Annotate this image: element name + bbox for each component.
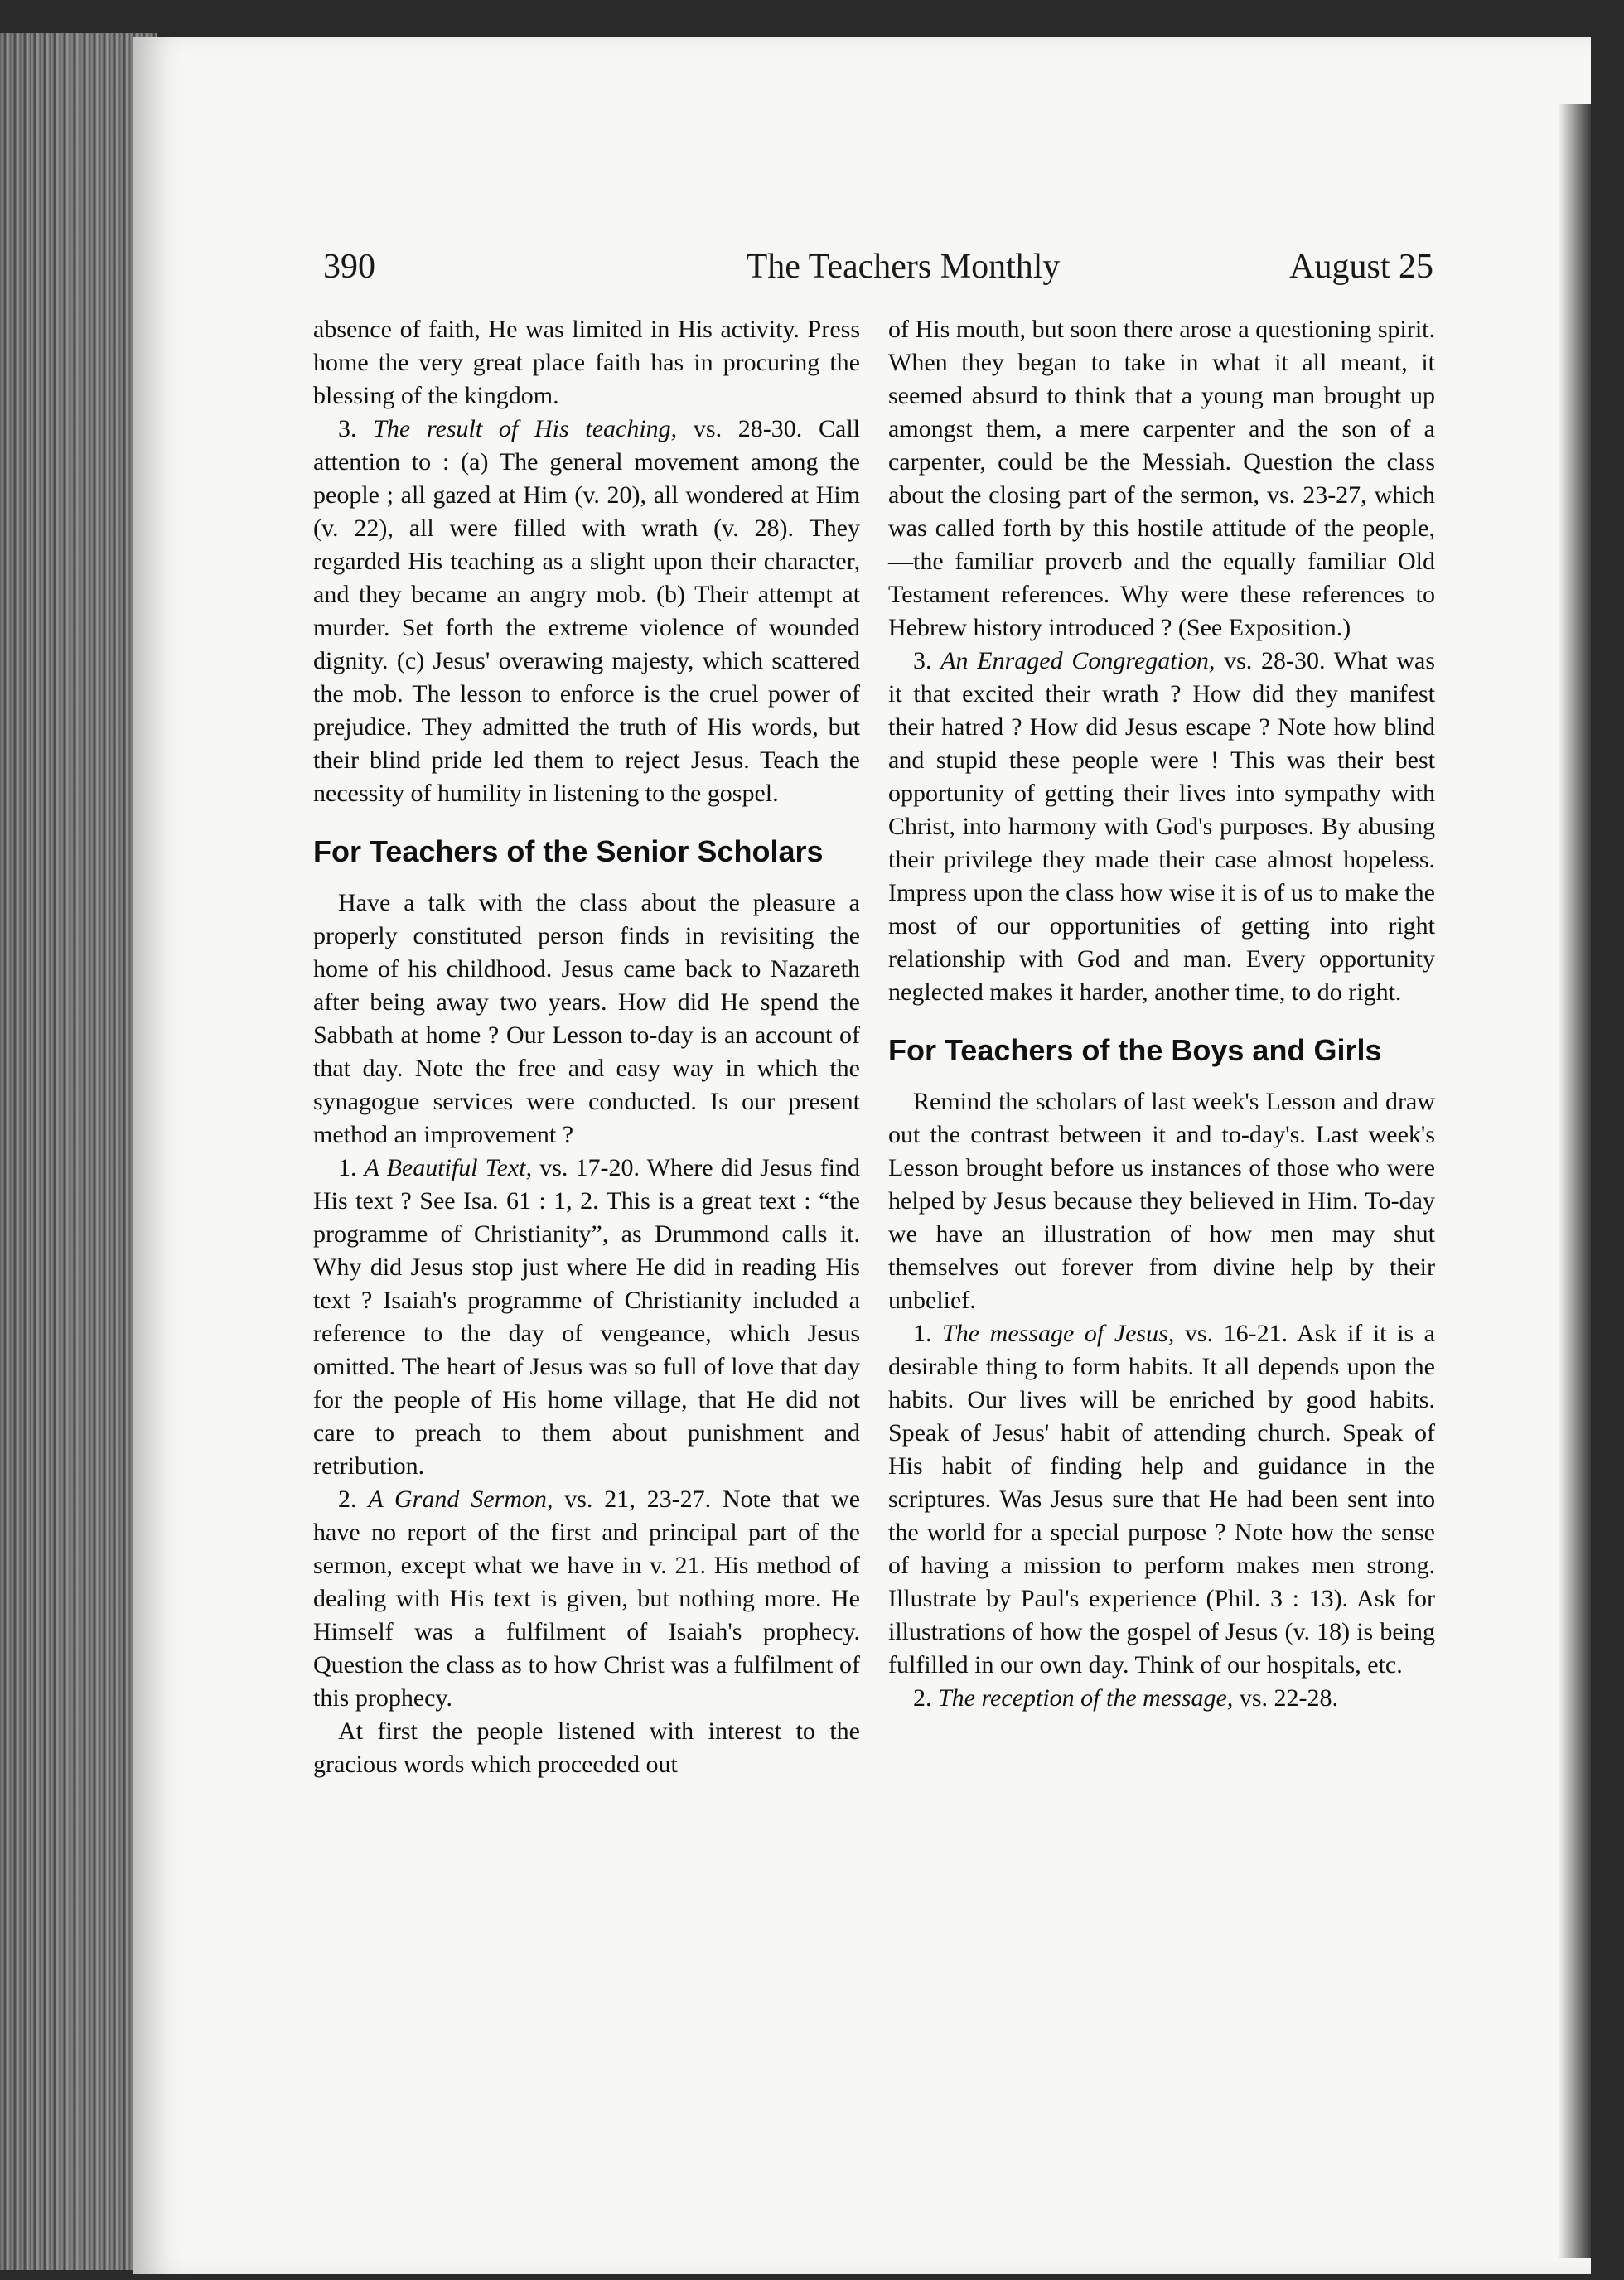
paragraph bbox=[888, 1317, 1435, 1682]
item-text: vs. 22-28. bbox=[1233, 1684, 1338, 1712]
item-title: A Beautiful Text, bbox=[364, 1154, 533, 1181]
item-number: 3. bbox=[913, 647, 932, 674]
paragraph: At first the people listened with interest to the gracious words which proceeded out bbox=[313, 1717, 860, 1778]
item-number: 3. bbox=[338, 415, 357, 442]
item-title: The result of His teaching, bbox=[373, 415, 678, 442]
paragraph bbox=[888, 645, 1435, 1009]
item-number: 2. bbox=[338, 1485, 357, 1513]
paragraph bbox=[888, 1682, 1435, 1715]
item-title: A Grand Sermon, bbox=[368, 1485, 553, 1513]
item-text: vs. 28-30. Call attention to : (a) The general movement among the people ; all gazed at Him (v. 20), all wondered at Him (v. 22), all were filled with wrath (v. 28). They regarded His teaching as a slight upon their character, and they became an angry mob. (b) Their attempt at murder. Set forth the extreme violence of wounded dignity. (c) Jesus' overawing majesty, which scattered the mob. The lesson to enforce is the cruel power of prejudice. They admitted the truth of His words, but their blind pride led them to reject Jesus. Teach the necessity of humility in listening to the gospel. bbox=[313, 415, 860, 807]
paragraph: Remind the scholars of last week's Lesson and draw out the contrast between it and to-day's. Last week's Lesson brought before us instances of those who were helped by Jesus because they believed in Him. To-day we have an illustration of how men may shut themselves out forever from divine help by their unbelief. bbox=[888, 1088, 1435, 1314]
item-title: An Enraged Congregation, bbox=[940, 647, 1216, 674]
paragraph: of His mouth, but soon there arose a questioning spirit. When they began to take in what it all meant, it seemed absurd to think that a young man brought up amongst them, a mere carpenter and the son of a carpenter, could be the Messiah. Question the class about the closing part of the sermon, vs. 23-27, which was called forth by this hostile attitude of the people,—the familiar proverb and the equally familiar Old Testament references. Why were these references to Hebrew history introduced ? (See Exposition.) bbox=[888, 316, 1435, 641]
item-number: 2. bbox=[913, 1684, 932, 1712]
running-header bbox=[323, 240, 1433, 290]
publication-title: The Teachers Monthly bbox=[746, 248, 1061, 286]
right-column bbox=[888, 313, 1435, 1715]
item-text: vs. 21, 23-27. Note that we have no report of the first and principal part of the sermon, except what we have in v. 21. His method of dealing with His text is given, but nothing more. He Himself was a fulfilment of Isaiah's prophecy. Question the class as to how Christ was a fulfilment of this prophecy. bbox=[313, 1485, 861, 1712]
page-right-edge bbox=[1558, 104, 1591, 2258]
paragraph bbox=[313, 1152, 860, 1483]
paragraph: Have a talk with the class about the pleasure a properly constituted person finds in revisiting the home of his childhood. Jesus came back to Nazareth after being away two years. How did He spend the Sabbath at home ? Our Lesson to-day is an account of that day. Note the free and easy way in which the synagogue services were conducted. Is our present method an improvement ? bbox=[313, 889, 860, 1148]
item-text: vs. 16-21. Ask if it is a desirable thing to form habits. It all depends upon the habits. Our lives will be enriched by good habits. Speak of Jesus' habit of attending church. Speak of His habit of finding help and guidance in the scriptures. Was Jesus sure that He had been sent into the world for a special purpose ? Note how the sense of having a mission to perform makes men strong. Illustrate by Paul's experience (Phil. 3 : 13). Ask for illustrations of how the gospel of Jesus (v. 18) is being fulfilled in our own day. Think of our hospitals, etc. bbox=[888, 1320, 1435, 1679]
item-number: 1. bbox=[913, 1320, 932, 1347]
section-heading: For Teachers of the Senior Scholars bbox=[313, 834, 824, 868]
item-title: The reception of the message, bbox=[938, 1684, 1234, 1712]
item-number: 1. bbox=[338, 1154, 357, 1181]
issue-date: August 25 bbox=[1289, 248, 1433, 286]
section-heading: For Teachers of the Boys and Girls bbox=[888, 1033, 1382, 1067]
paragraph bbox=[313, 413, 860, 810]
item-text: vs. 28-30. What was it that excited their wrath ? How did they manifest their hatred ? How did Jesus escape ? Note how blind and stupid these people were ! This was their best opportunity of getting their lives into sympathy with Christ, into harmony with God's purposes. By abusing their privilege they made their case almost hopeless. Impress upon the class how wise it is of us to make the most of our opportunities of getting into right relationship with God and man. Every opportunity neglected makes it harder, another time, to do right. bbox=[888, 647, 1436, 1006]
paragraph bbox=[313, 1483, 860, 1715]
item-title: The message of Jesus, bbox=[942, 1320, 1175, 1347]
page-number: 390 bbox=[323, 248, 375, 286]
item-text: vs. 17-20. Where did Jesus find His text ? See Isa. 61 : 1, 2. This is a great text : “the programme of Christianity”, as Drummond calls it. Why did Jesus stop just where He did in reading His text ? Isaiah's programme of Christianity included a reference to the day of vengeance, which Jesus omitted. The heart of Jesus was so full of love that day for the people of His home village, that He did not care to preach to them about punishment and retribution. bbox=[313, 1154, 860, 1480]
left-column bbox=[313, 313, 860, 1781]
paragraph: absence of faith, He was limited in His activity. Press home the very great place faith has in procuring the blessing of the kingdom. bbox=[313, 316, 860, 409]
